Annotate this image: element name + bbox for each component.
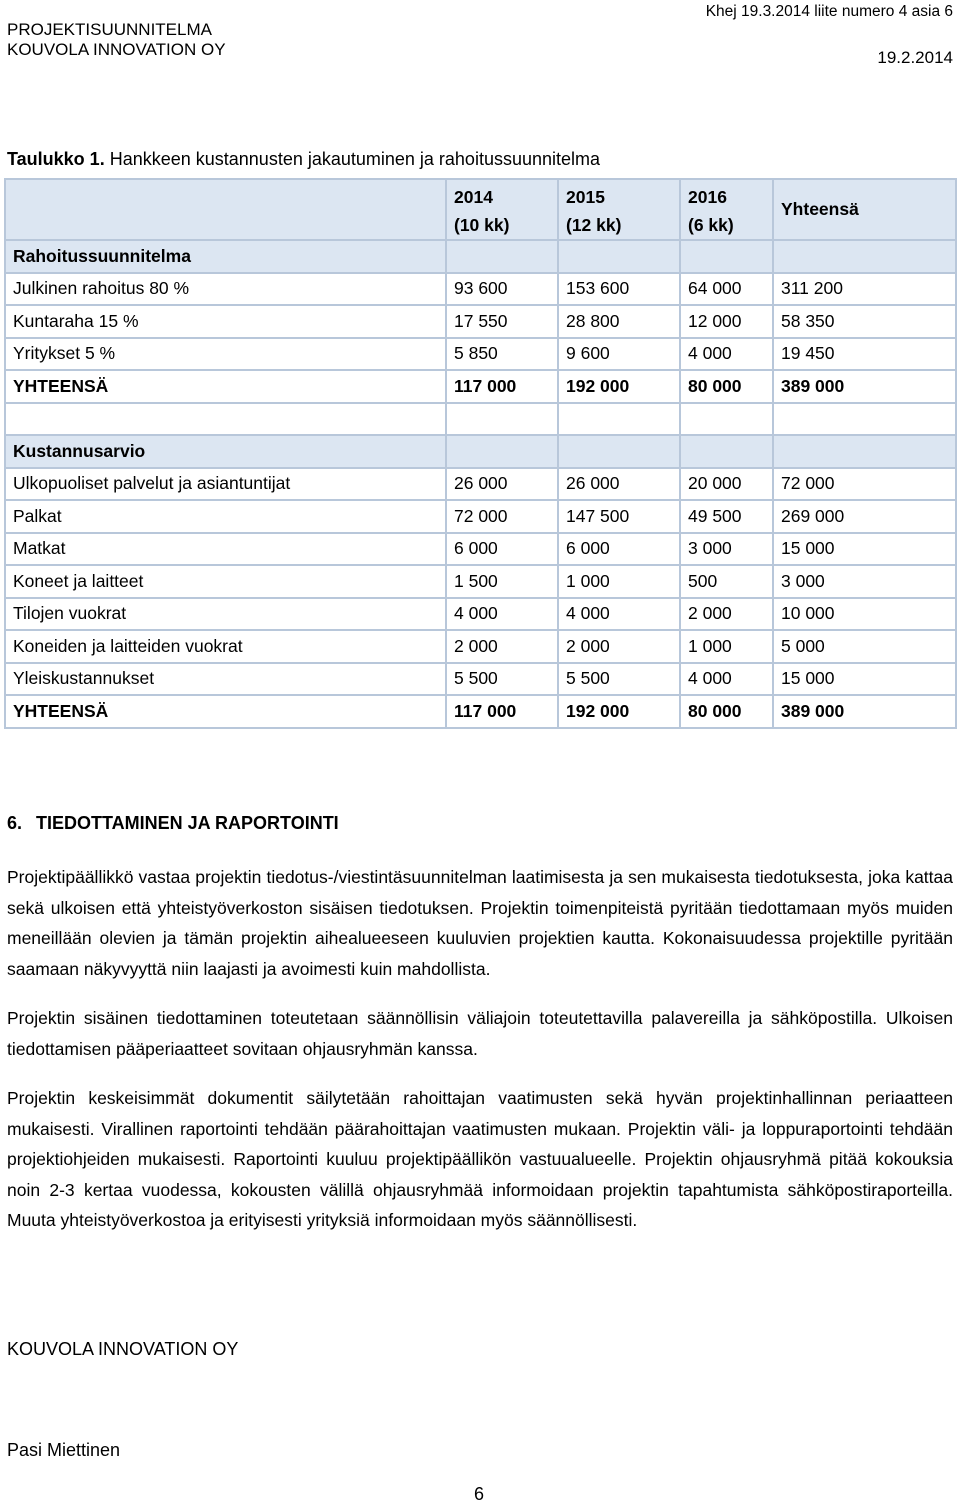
row-label: Koneet ja laitteet — [5, 565, 446, 598]
cell-value: 2 000 — [446, 630, 558, 663]
cell-value: 28 800 — [558, 305, 680, 338]
cell-value: 49 500 — [680, 500, 773, 533]
meeting-stamp: Khej 19.3.2014 liite numero 4 asia 6 — [705, 3, 953, 20]
page-number: 6 — [474, 1484, 485, 1504]
cell-value: 19 450 — [773, 338, 956, 371]
cell-value: 147 500 — [558, 500, 680, 533]
paragraph: Projektipäällikkö vastaa projektin tiedotus-/viestintäsuunnitelman laatimisesta ja sen mukaisesta tiedotuksesta, joka kattaa sekä ulkoisen että yhteistyöverkoston sisäisen tiedotuksen. Projektin toimenpiteistä pyritään tiedottamaan myös muiden meneillään olevien ja tämän projektin aihealueeseen kuuluvien projektien kautta. Kokonaisuudessa projektille pyritään saamaan näkyvyyttä niin laajasti ja avoimesti kuin mahdollista. — [7, 867, 953, 979]
cell-value: 26 000 — [446, 468, 558, 501]
row-label: Tilojen vuokrat — [5, 598, 446, 631]
row-label: YHTEENSÄ — [5, 695, 446, 728]
months-header: (6 kk) — [680, 211, 773, 240]
total-row — [5, 695, 956, 728]
row-label: Julkinen rahoitus 80 % — [5, 273, 446, 306]
row-label: Yritykset 5 % — [5, 338, 446, 371]
row-label: Palkat — [5, 500, 446, 533]
section-number: 6. — [7, 813, 23, 833]
year-header: 2015 — [558, 179, 680, 211]
section-label: Rahoitussuunnitelma — [5, 240, 446, 273]
months-header: (10 kk) — [446, 211, 558, 240]
cell-value: 4 000 — [680, 338, 773, 371]
cell-value: 6 000 — [558, 533, 680, 566]
cell-value: 58 350 — [773, 305, 956, 338]
table-row — [5, 598, 956, 631]
table-row — [5, 663, 956, 696]
table-row — [5, 533, 956, 566]
cell-value: 10 000 — [773, 598, 956, 631]
section-title: TIEDOTTAMINEN JA RAPORTOINTI — [36, 813, 339, 833]
cell-value: 4 000 — [446, 598, 558, 631]
table-row — [5, 500, 956, 533]
cell-value: 72 000 — [773, 468, 956, 501]
section-row-funding — [5, 240, 956, 273]
row-label: Yleiskustannukset — [5, 663, 446, 696]
total-row — [5, 370, 956, 403]
months-header: (12 kk) — [558, 211, 680, 240]
cell-value: 117 000 — [446, 370, 558, 403]
budget-table — [4, 178, 957, 729]
document-header-right — [706, 2, 953, 68]
cell-value: 1 500 — [446, 565, 558, 598]
cell-value: 1 000 — [680, 630, 773, 663]
table-caption-text: Hankkeen kustannusten jakautuminen ja rahoitussuunnitelma — [104, 149, 601, 169]
company-name: KOUVOLA INNOVATION OY — [7, 40, 226, 59]
cell-value: 117 000 — [446, 695, 558, 728]
cell-value: 3 000 — [680, 533, 773, 566]
cell-value: 389 000 — [773, 370, 956, 403]
document-header-left — [7, 20, 226, 60]
row-label: Ulkopuoliset palvelut ja asiantuntijat — [5, 468, 446, 501]
row-label: Kuntaraha 15 % — [5, 305, 446, 338]
cell-value: 93 600 — [446, 273, 558, 306]
table-row — [5, 338, 956, 371]
document-date: 19.2.2014 — [877, 48, 953, 67]
cell-value: 15 000 — [773, 663, 956, 696]
cell-value: 72 000 — [446, 500, 558, 533]
cell-value: 12 000 — [680, 305, 773, 338]
cell-value: 9 600 — [558, 338, 680, 371]
table-caption-label: Taulukko 1. — [7, 149, 105, 169]
cell-value: 192 000 — [558, 695, 680, 728]
cell-value: 5 500 — [558, 663, 680, 696]
cell-value: 80 000 — [680, 370, 773, 403]
year-header: 2014 — [446, 179, 558, 211]
cell-value: 3 000 — [773, 565, 956, 598]
cell-value: 5 850 — [446, 338, 558, 371]
cell-value: 192 000 — [558, 370, 680, 403]
cell-value: 5 500 — [446, 663, 558, 696]
cell-value: 80 000 — [680, 695, 773, 728]
table-caption — [7, 149, 600, 170]
cell-value: 2 000 — [558, 630, 680, 663]
section-heading — [7, 813, 339, 834]
cell-value: 64 000 — [680, 273, 773, 306]
total-header: Yhteensä — [773, 179, 956, 240]
row-label: Koneiden ja laitteiden vuokrat — [5, 630, 446, 663]
paragraph: Projektin sisäinen tiedottaminen toteutetaan säännöllisin väliajoin toteutettavilla palavereilla ja sähköpostilla. Ulkoisen tiedottamisen pääperiaatteet sovitaan ohjausryhmän kanssa. — [7, 1008, 953, 1059]
signature-company: KOUVOLA INNOVATION OY — [7, 1339, 239, 1359]
document-type: PROJEKTISUUNNITELMA — [7, 20, 212, 39]
table-row — [5, 305, 956, 338]
row-label: YHTEENSÄ — [5, 370, 446, 403]
row-label: Matkat — [5, 533, 446, 566]
cell-value: 269 000 — [773, 500, 956, 533]
cell-value: 311 200 — [773, 273, 956, 306]
cell-value: 15 000 — [773, 533, 956, 566]
cell-value: 4 000 — [558, 598, 680, 631]
cell-value: 5 000 — [773, 630, 956, 663]
paragraph: Projektin keskeisimmät dokumentit säilytetään rahoittajan vaatimusten sekä hyvän projektinhallinnan periaatteen mukaisesti. Virallinen raportointi tehdään päärahoittajan vaatimusten mukaan. Projektin väli- ja loppuraportointi tehdään projektiohjeiden mukaisesti. Raportointi kuuluu projektipäällikön vastuualueelle. Projektin ohjausryhmä pitää kokouksia noin 2-3 kertaa vuodessa, kokousten välillä ohjausryhmää informoidaan projektin tapahtumista sähköpostiraporteilla. Muuta yhteistyöverkostoa ja erityisesti yrityksiä informoidaan myös säännöllisesti. — [7, 1088, 953, 1230]
cell-value: 2 000 — [680, 598, 773, 631]
section-label: Kustannusarvio — [5, 435, 446, 468]
table-row — [5, 273, 956, 306]
cell-value: 1 000 — [558, 565, 680, 598]
signature-name: Pasi Miettinen — [7, 1440, 121, 1460]
cell-value: 6 000 — [446, 533, 558, 566]
header-empty-cell — [5, 179, 446, 240]
cell-value: 500 — [680, 565, 773, 598]
cell-value: 26 000 — [558, 468, 680, 501]
cell-value: 17 550 — [446, 305, 558, 338]
year-header: 2016 — [680, 179, 773, 211]
table-row — [5, 565, 956, 598]
spacer-row — [5, 403, 956, 436]
cell-value: 389 000 — [773, 695, 956, 728]
section-row-costs — [5, 435, 956, 468]
cell-value: 20 000 — [680, 468, 773, 501]
table-row — [5, 468, 956, 501]
cell-value: 4 000 — [680, 663, 773, 696]
table-row — [5, 630, 956, 663]
cell-value: 153 600 — [558, 273, 680, 306]
